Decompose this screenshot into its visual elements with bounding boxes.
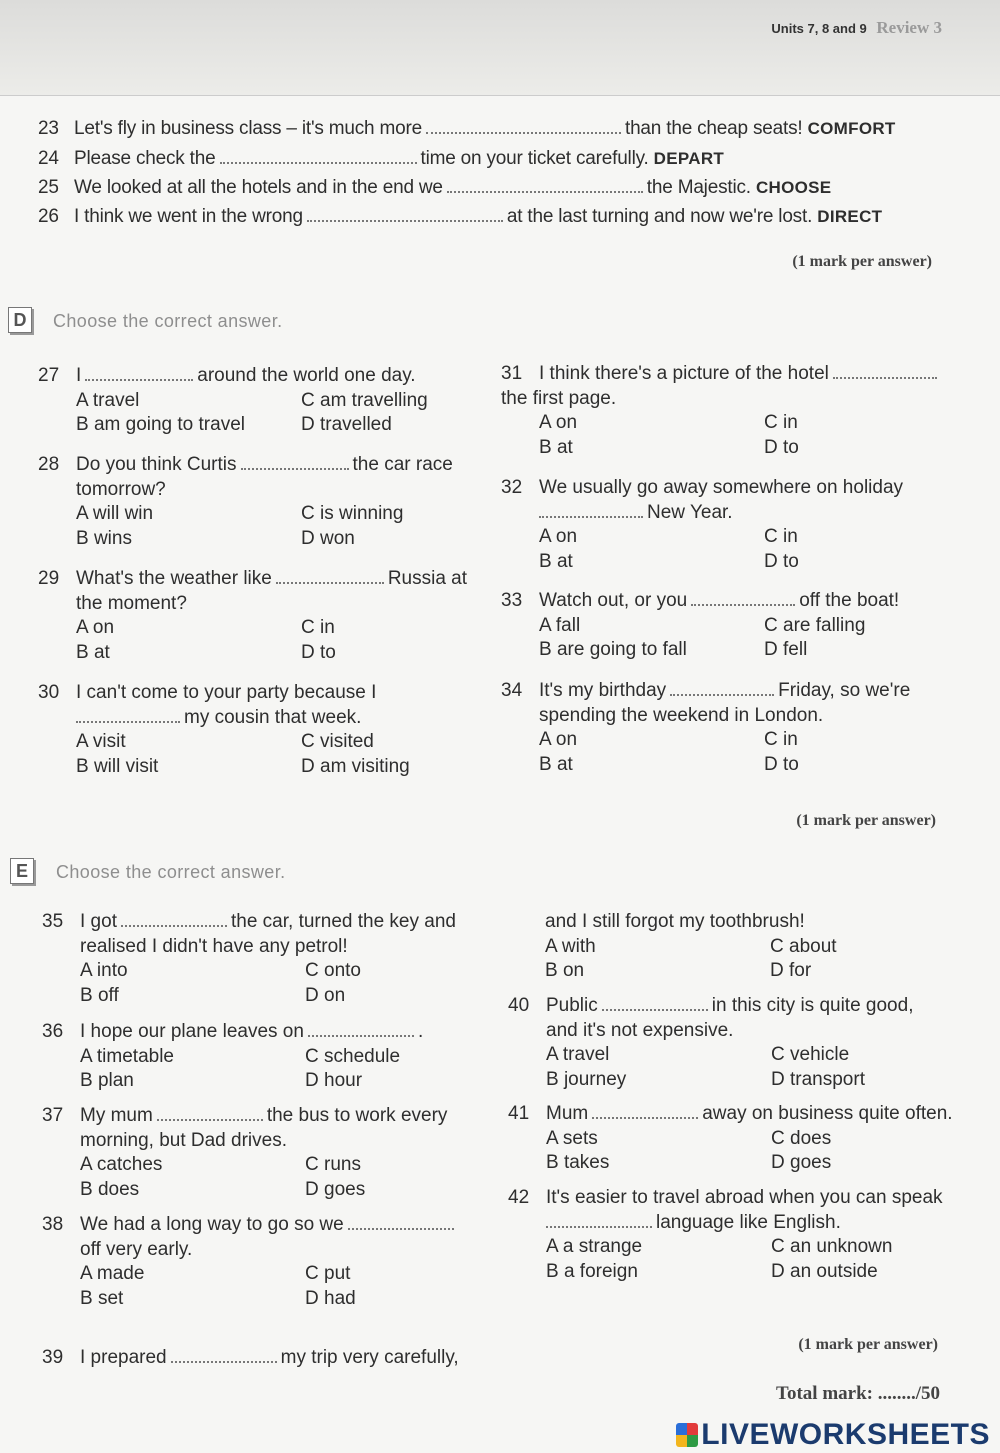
- answer-blank[interactable]: [241, 456, 349, 470]
- option-b[interactable]: B at: [539, 436, 573, 458]
- option-d[interactable]: D fell: [764, 639, 808, 660]
- option-b[interactable]: B off: [80, 984, 119, 1006]
- question-text: tomorrow?: [76, 478, 166, 500]
- answer-blank[interactable]: [76, 709, 180, 723]
- option-a[interactable]: A on: [539, 526, 578, 547]
- question-text: the car race: [352, 454, 453, 475]
- question-text: Friday, so we're: [778, 680, 911, 701]
- option-d[interactable]: D to: [764, 550, 799, 572]
- option-c[interactable]: C put: [305, 1263, 351, 1284]
- question-42: [508, 1186, 943, 1284]
- question-25: [38, 177, 831, 199]
- option-a[interactable]: A catches: [80, 1154, 163, 1175]
- question-number: 25: [38, 177, 59, 198]
- option-a[interactable]: A fall: [539, 614, 581, 636]
- question-number: 31: [501, 363, 523, 384]
- mark-per-answer: (1 mark per answer): [792, 253, 932, 270]
- question-text: My mum: [80, 1105, 153, 1126]
- question-text: and it's not expensive.: [546, 1019, 734, 1041]
- option-d[interactable]: D an outside: [771, 1260, 878, 1282]
- option-d[interactable]: D to: [301, 641, 336, 663]
- answer-blank[interactable]: [348, 1216, 454, 1230]
- option-a[interactable]: A on: [539, 729, 578, 750]
- option-c[interactable]: C are falling: [764, 614, 866, 636]
- mark-per-answer: (1 mark per answer): [796, 812, 936, 829]
- option-c[interactable]: C onto: [305, 960, 361, 981]
- question-41: [508, 1102, 953, 1176]
- question-number: 33: [501, 590, 523, 611]
- option-d[interactable]: D for: [770, 960, 812, 981]
- question-text: my cousin that week.: [184, 706, 362, 728]
- keyword: DEPART: [653, 149, 725, 168]
- option-a[interactable]: A travel: [76, 389, 140, 411]
- option-a[interactable]: A travel: [546, 1044, 610, 1065]
- header-review: Review 3: [876, 18, 942, 37]
- question-text: time on your ticket carefully.: [420, 148, 649, 169]
- question-number: 39: [42, 1347, 64, 1368]
- question-text: It's easier to travel abroad when you can speak: [546, 1187, 943, 1208]
- question-text: Let's fly in business class – it's much more: [74, 118, 422, 139]
- option-a[interactable]: A with: [545, 935, 596, 957]
- answer-blank[interactable]: [602, 997, 708, 1011]
- answer-blank[interactable]: [85, 367, 193, 381]
- question-number: 30: [38, 682, 60, 703]
- option-b[interactable]: B a foreign: [546, 1260, 638, 1282]
- question-31: [501, 362, 941, 460]
- answer-blank[interactable]: [157, 1107, 263, 1121]
- section-e-instruction: Choose the correct answer.: [56, 862, 286, 882]
- option-a[interactable]: A into: [80, 960, 128, 981]
- question-number: 24: [38, 148, 59, 169]
- option-b[interactable]: B wins: [76, 527, 132, 549]
- option-c[interactable]: C visited: [301, 731, 374, 752]
- option-c[interactable]: C schedule: [305, 1045, 401, 1067]
- option-d[interactable]: D transport: [771, 1068, 865, 1090]
- question-text: the Majestic.: [646, 177, 751, 198]
- question-39-continued: [545, 910, 837, 984]
- question-23: [38, 118, 896, 140]
- question-text: morning, but Dad drives.: [80, 1129, 287, 1151]
- question-number: 32: [501, 477, 523, 498]
- option-c[interactable]: C does: [771, 1127, 832, 1149]
- mark-per-answer: (1 mark per answer): [798, 1336, 938, 1353]
- question-number: 36: [42, 1021, 64, 1042]
- option-d[interactable]: D hour: [305, 1070, 363, 1091]
- option-c[interactable]: C in: [301, 617, 335, 638]
- question-text: the car, turned the key and: [230, 911, 456, 932]
- question-number: 34: [501, 680, 523, 701]
- option-d[interactable]: D travelled: [301, 414, 392, 435]
- question-text: Watch out, or you: [539, 590, 688, 611]
- question-30: [38, 681, 410, 779]
- option-d[interactable]: D on: [305, 984, 346, 1006]
- question-text: I can't come to your party because I: [76, 682, 377, 703]
- option-c[interactable]: C vehicle: [771, 1044, 850, 1065]
- option-d[interactable]: D had: [305, 1287, 356, 1309]
- option-d[interactable]: D goes: [305, 1178, 366, 1200]
- option-a[interactable]: A sets: [546, 1127, 598, 1149]
- question-text: around the world one day.: [197, 365, 416, 386]
- option-d[interactable]: D to: [764, 753, 799, 775]
- question-number: 38: [42, 1214, 64, 1235]
- answer-blank[interactable]: [171, 1349, 277, 1363]
- option-c[interactable]: C an unknown: [771, 1236, 893, 1257]
- option-a[interactable]: A a strange: [546, 1236, 643, 1257]
- question-text: I got: [80, 911, 117, 932]
- question-text: realised I didn't have any petrol!: [80, 935, 348, 957]
- section-d-letter: D: [8, 307, 32, 333]
- option-b[interactable]: B at: [76, 641, 110, 663]
- section-e-letter: E: [10, 858, 34, 884]
- question-number: 28: [38, 454, 60, 475]
- option-b[interactable]: B on: [545, 960, 585, 981]
- question-text: language like English.: [656, 1211, 841, 1233]
- option-d[interactable]: D am visiting: [301, 755, 410, 777]
- question-27: [38, 364, 428, 438]
- question-38: [42, 1213, 458, 1311]
- question-number: 40: [508, 995, 530, 1016]
- option-c[interactable]: C is winning: [301, 503, 404, 524]
- question-34: [501, 679, 910, 777]
- option-b[interactable]: B are going to fall: [539, 639, 687, 660]
- question-number: 41: [508, 1103, 530, 1124]
- answer-blank[interactable]: [833, 365, 937, 379]
- answer-blank[interactable]: [539, 504, 643, 518]
- question-text: I think there's a picture of the hotel: [539, 363, 829, 384]
- liveworksheets-logo: [676, 1418, 990, 1452]
- question-text: away on business quite often.: [702, 1103, 953, 1124]
- question-text: What's the weather like: [76, 568, 272, 589]
- page-edge-divider: [0, 95, 1000, 96]
- option-b[interactable]: B does: [80, 1178, 140, 1200]
- answer-blank[interactable]: [691, 592, 795, 606]
- option-c[interactable]: C runs: [305, 1154, 361, 1175]
- option-c[interactable]: C in: [764, 729, 798, 750]
- answer-blank[interactable]: [426, 120, 621, 134]
- question-text: Mum: [546, 1103, 589, 1124]
- question-number: 42: [508, 1187, 530, 1208]
- answer-blank[interactable]: [308, 1023, 414, 1037]
- question-36: [42, 1020, 423, 1094]
- question-39: [42, 1346, 459, 1371]
- question-26: [38, 206, 882, 228]
- question-number: 26: [38, 206, 59, 227]
- question-40: [508, 994, 913, 1092]
- question-35: [42, 910, 456, 1008]
- answer-blank[interactable]: [546, 1214, 652, 1228]
- option-b[interactable]: B set: [80, 1287, 124, 1309]
- option-d[interactable]: D to: [764, 436, 799, 458]
- option-b[interactable]: B am going to travel: [76, 414, 245, 435]
- option-b[interactable]: B plan: [80, 1070, 134, 1091]
- option-a[interactable]: A on: [76, 617, 115, 638]
- answer-blank[interactable]: [670, 682, 774, 696]
- option-a[interactable]: A will win: [76, 503, 154, 524]
- answer-blank[interactable]: [220, 150, 417, 164]
- question-text: and I still forgot my toothbrush!: [545, 911, 805, 932]
- option-a[interactable]: A on: [539, 412, 578, 433]
- question-text: my trip very carefully,: [280, 1347, 459, 1368]
- question-text: the first page.: [501, 387, 617, 409]
- option-a[interactable]: A timetable: [80, 1045, 174, 1067]
- option-d[interactable]: D won: [301, 527, 355, 549]
- answer-blank[interactable]: [307, 208, 503, 222]
- question-text: spending the weekend in London.: [539, 704, 824, 726]
- answer-blank[interactable]: [447, 179, 643, 193]
- option-c[interactable]: C about: [770, 935, 837, 957]
- question-text: I think we went in the wrong: [74, 206, 303, 227]
- question-24: [38, 148, 724, 170]
- question-text: than the cheap seats!: [624, 118, 803, 139]
- question-text: I prepared: [80, 1347, 167, 1368]
- question-text: I: [76, 365, 82, 386]
- question-text: in this city is quite good,: [711, 995, 914, 1016]
- option-b[interactable]: B journey: [546, 1068, 627, 1090]
- question-text: We usually go away somewhere on holiday: [539, 477, 904, 498]
- header-units: Units 7, 8 and 9: [771, 21, 867, 36]
- keyword: DIRECT: [817, 207, 883, 226]
- option-b[interactable]: B at: [539, 550, 573, 572]
- question-text: Public: [546, 995, 598, 1016]
- option-c[interactable]: C in: [764, 526, 798, 547]
- keyword: CHOOSE: [755, 178, 832, 197]
- question-number: 23: [38, 118, 59, 139]
- question-32: [501, 476, 903, 574]
- question-text: New Year.: [647, 501, 733, 523]
- question-text: We looked at all the hotels and in the end we: [74, 177, 443, 198]
- answer-blank[interactable]: [592, 1105, 698, 1119]
- option-a[interactable]: A visit: [76, 731, 126, 752]
- option-c[interactable]: C in: [764, 412, 798, 433]
- question-text: the bus to work every: [266, 1105, 448, 1126]
- liveworksheets-logo-icon: [676, 1423, 698, 1447]
- question-28: [38, 453, 453, 551]
- option-d[interactable]: D goes: [771, 1152, 832, 1173]
- option-a[interactable]: A made: [80, 1263, 145, 1284]
- keyword: COMFORT: [807, 119, 896, 138]
- question-text: at the last turning and now we're lost.: [506, 206, 813, 227]
- total-mark: Total mark: ......../50: [776, 1383, 940, 1404]
- question-text: It's my birthday: [539, 680, 667, 701]
- answer-blank[interactable]: [121, 913, 227, 927]
- question-number: 27: [38, 365, 60, 386]
- question-text: the moment?: [76, 592, 187, 614]
- question-text: .: [417, 1021, 424, 1042]
- question-text: Russia at: [387, 568, 468, 589]
- question-text: off very early.: [80, 1238, 193, 1260]
- option-c[interactable]: C am travelling: [301, 389, 428, 411]
- option-b[interactable]: B will visit: [76, 755, 159, 777]
- question-text: Do you think Curtis: [76, 454, 237, 475]
- question-text: Please check the: [74, 148, 216, 169]
- question-number: 29: [38, 568, 60, 589]
- page-header: [771, 18, 942, 38]
- scan-top-shade: [0, 0, 1000, 95]
- question-37: [42, 1104, 447, 1202]
- logo-text: LIVEWORKSHEETS: [701, 1418, 990, 1451]
- section-d-instruction: Choose the correct answer.: [53, 311, 283, 331]
- answer-blank[interactable]: [276, 570, 384, 584]
- question-29: [38, 567, 467, 665]
- question-number: 37: [42, 1105, 64, 1126]
- question-number: 35: [42, 911, 64, 932]
- question-text: off the boat!: [799, 590, 900, 611]
- question-33: [501, 589, 899, 663]
- option-b[interactable]: B takes: [546, 1152, 610, 1173]
- option-b[interactable]: B at: [539, 753, 573, 775]
- question-text: We had a long way to go so we: [80, 1214, 344, 1235]
- question-text: I hope our plane leaves on: [80, 1021, 304, 1042]
